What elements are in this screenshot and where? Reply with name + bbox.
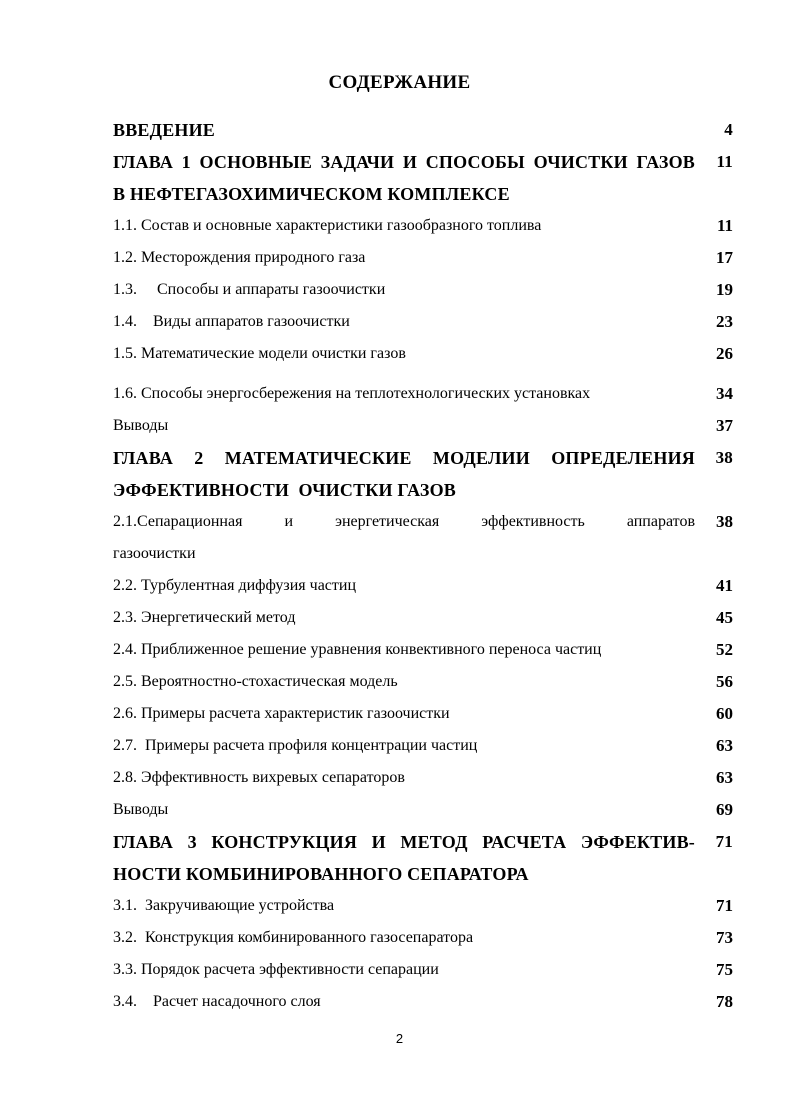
- toc-entry-text: 1.4. Виды аппаратов газоочистки: [113, 313, 350, 330]
- toc-entry-text: 1.1. Состав и основные характеристики газообразного топлива: [113, 217, 542, 234]
- toc-entry-text: 2.6. Примеры расчета характеристик газоочистки: [113, 705, 450, 722]
- toc-entry-2-2: [113, 570, 733, 602]
- toc-entry-1-1: [113, 210, 733, 242]
- toc-entry-page: 23: [716, 312, 733, 331]
- toc-entry-text: В НЕФТЕГАЗОХИМИЧЕСКОМ КОМПЛЕКСЕ: [113, 184, 510, 204]
- toc-entry-2-8: [113, 762, 733, 794]
- toc-entry-2-6: [113, 698, 733, 730]
- toc-entry-page: 71: [716, 896, 733, 915]
- page-title: СОДЕРЖАНИЕ: [328, 72, 471, 93]
- toc-entry-page: 52: [716, 640, 733, 659]
- toc-entry-page: 60: [716, 704, 733, 723]
- toc-entry-2-7: [113, 730, 733, 762]
- toc-entry-page: 63: [716, 736, 733, 755]
- toc-entry-chapter-3: [113, 826, 733, 858]
- toc-entry-page: 45: [716, 608, 733, 627]
- toc-entry-page: 11: [716, 152, 733, 171]
- toc-entry-1-2: [113, 242, 733, 274]
- toc-entry-page: 26: [716, 344, 733, 363]
- toc-entry-text: 3.3. Порядок расчета эффективности сепарации: [113, 961, 439, 978]
- toc-entry-page: 37: [716, 416, 733, 435]
- toc-entry-text: 1.2. Месторождения природного газа: [113, 249, 366, 266]
- toc-entry-text: Выводы: [113, 801, 169, 818]
- toc-entry-3-2: [113, 922, 733, 954]
- toc-entry-chapter-1: [113, 146, 733, 178]
- toc-entry-chapter-2: [113, 442, 733, 474]
- page-number: 2: [395, 1031, 404, 1046]
- toc-entry-text: 2.2. Турбулентная диффузия частиц: [113, 577, 357, 594]
- toc-entry-text: 1.3. Способы и аппараты газоочистки: [113, 281, 386, 298]
- toc-entry-chapter-3-cont: [113, 858, 733, 890]
- toc-entry-text: ГЛАВА 1 ОСНОВНЫЕ ЗАДАЧИ И СПОСОБЫ ОЧИСТКИ ГАЗОВ: [113, 152, 695, 172]
- toc-entry-1-6: [113, 378, 733, 410]
- toc-entry-page: 73: [716, 928, 733, 947]
- toc-entry-text: 2.5. Вероятностно-стохастическая модель: [113, 673, 398, 690]
- toc-entry-text: НОСТИ КОМБИНИРОВАННОГО СЕПАРАТОРА: [113, 864, 529, 884]
- toc-entry-2-1-cont: [113, 538, 733, 570]
- toc-entry-page: 17: [716, 248, 733, 267]
- toc-entry-text: 3.1. Закручивающие устройства: [113, 897, 335, 914]
- toc-entry-page: 4: [724, 120, 733, 139]
- table-of-contents: [113, 114, 733, 1018]
- toc-entry-text: ГЛАВА 3 КОНСТРУКЦИЯ И МЕТОД РАСЧЕТА ЭФФЕКТИВ-: [113, 832, 695, 852]
- toc-entry-text: 3.2. Конструкция комбинированного газосепаратора: [113, 929, 474, 946]
- toc-entry-page: 69: [716, 800, 733, 819]
- toc-entry-page: 19: [716, 280, 733, 299]
- toc-entry-1-3: [113, 274, 733, 306]
- toc-entry-3-1: [113, 890, 733, 922]
- toc-entry-page: 78: [716, 992, 733, 1011]
- toc-entry-2-4: [113, 634, 733, 666]
- toc-entry-text: газоочистки: [113, 545, 196, 562]
- toc-entry-text: ВВЕДЕНИЕ: [113, 120, 216, 140]
- toc-entry-text: ЭФФЕКТИВНОСТИ ОЧИСТКИ ГАЗОВ: [113, 480, 456, 500]
- toc-entry-page: 34: [716, 384, 733, 403]
- toc-entry-text: Выводы: [113, 417, 169, 434]
- toc-entry-3-4: [113, 986, 733, 1018]
- toc-entry-text: 1.6. Способы энергосбережения на теплотехнологических установках: [113, 385, 591, 402]
- toc-entry-introduction: [113, 114, 733, 146]
- toc-entry-page: 75: [716, 960, 733, 979]
- toc-entry-text: ГЛАВА 2 МАТЕМАТИЧЕСКИЕ МОДЕЛИИ ОПРЕДЕЛЕНИЯ: [113, 448, 695, 468]
- toc-entry-page: 63: [716, 768, 733, 787]
- toc-entry-page: 41: [716, 576, 733, 595]
- toc-entry-conclusions-1: [113, 410, 733, 442]
- toc-entry-page: 71: [715, 832, 733, 851]
- toc-entry-page: 11: [716, 216, 733, 235]
- toc-entry-text: 2.3. Энергетический метод: [113, 609, 296, 626]
- toc-entry-page: 38: [716, 512, 733, 531]
- toc-entry-text: 1.5. Математические модели очистки газов: [113, 345, 406, 362]
- toc-entry-page: 56: [716, 672, 733, 691]
- toc-entry-text: 2.4. Приближенное решение уравнения конвективного переноса частиц: [113, 641, 602, 658]
- toc-entry-text: 2.1.Сепарационная и энергетическая эффективность аппаратов: [113, 513, 695, 530]
- toc-entry-conclusions-2: [113, 794, 733, 826]
- toc-entry-3-3: [113, 954, 733, 986]
- toc-entry-page: 38: [715, 448, 733, 467]
- toc-entry-2-5: [113, 666, 733, 698]
- toc-entry-text: 2.8. Эффективность вихревых сепараторов: [113, 769, 405, 786]
- toc-entry-2-1: [113, 506, 733, 538]
- toc-entry-chapter-1-cont: [113, 178, 733, 210]
- toc-entry-2-3: [113, 602, 733, 634]
- toc-entry-1-4: [113, 306, 733, 338]
- toc-entry-chapter-2-cont: [113, 474, 733, 506]
- toc-entry-1-5: [113, 338, 733, 370]
- toc-entry-text: 2.7. Примеры расчета профиля концентрации частиц: [113, 737, 478, 754]
- toc-entry-text: 3.4. Расчет насадочного слоя: [113, 993, 321, 1010]
